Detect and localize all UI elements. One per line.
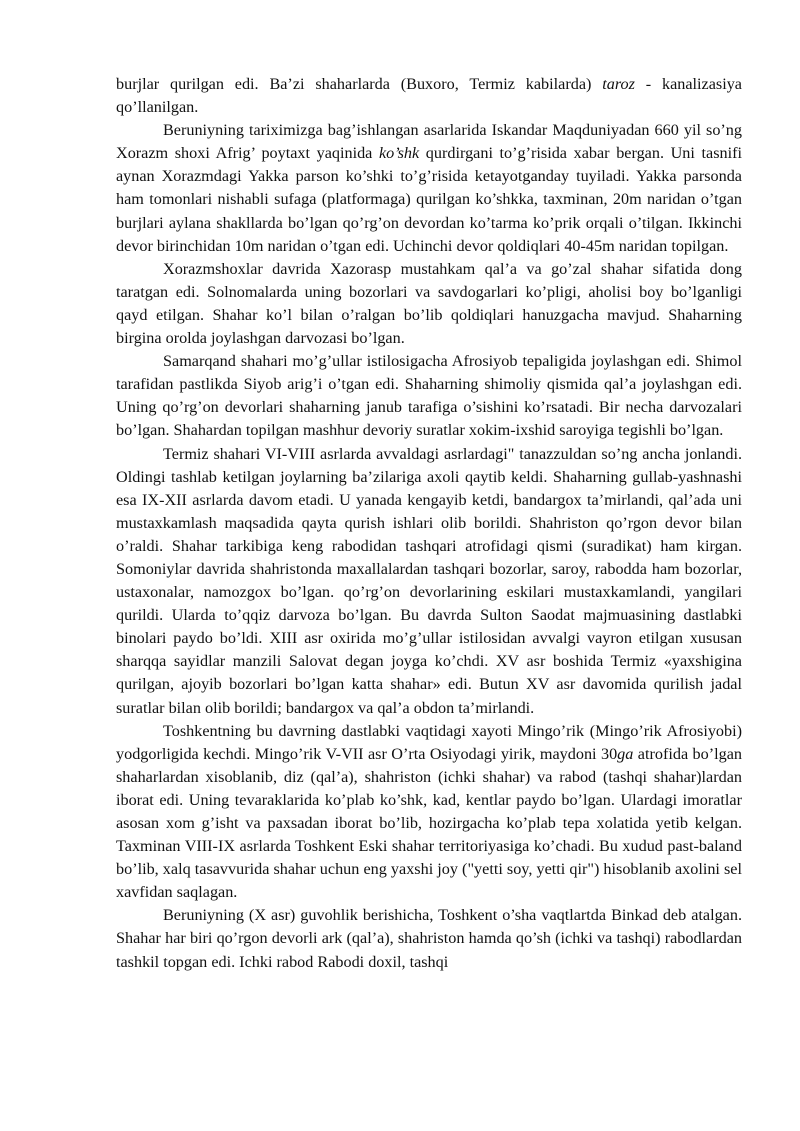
text-run: Toshkentning bu davrning dastlabki vaqtidagi xayoti Mingo’rik (Mingo’rik Afrosiyobi) yodgorligida kechdi. Mingo’rik V-VII asr O’rta Osiyodagi yirik, maydoni 30 — [116, 721, 742, 763]
paragraph-5 — [116, 443, 742, 720]
paragraph-6 — [116, 720, 742, 905]
paragraph-2 — [116, 119, 742, 258]
italic-term: ko’shk — [379, 144, 420, 163]
text-run: burjlar qurilgan edi. Ba’zi shaharlarda (Buxoro, Termiz kabilarda) — [116, 75, 603, 93]
paragraph-7 — [116, 904, 742, 973]
text-run: Xorazmshoxlar davrida Xazorasp mustahkam qal’a va go’zal shahar sifatida dong taratgan edi. Solnomalarda uning bozorlari va savdogarlari ko’pligi, aholisi boy bo’lganligi qayd etilgan. Shahar ko’l bilan o’ralgan bo’lib qoldiqlari hanuzgacha mavjud. Shaharning birgina orolda joylashgan darvozasi bo’lgan. — [116, 259, 742, 348]
italic-term: ga — [617, 744, 634, 763]
text-run: atrofida bo’lgan shaharlardan xisoblanib, diz (qal’a), shahriston (ichki shahar) va rabod (tashqi shahar)lardan iborat edi. Uning tevaraklarida ko’plab ko’shk, kad, kentlar paydo bo’lgan. Ulardagi imoratlar asosan xom g’isht va paxsadan iborat bo’lib, hozirgacha ko’plab tepa xolatida yetib kelgan. Taxminan VIII-IX asrlarda Toshkent Eski shahar territoriyasiga ko’chadi. Bu xudud past-baland bo’lib, xalq tasavvurida shahar uchun eng yaxshi joy ("yetti soy, yetti qir") hisoblanib axolini sel xavfidan saqlagan. — [116, 744, 743, 902]
document-body — [116, 73, 742, 974]
text-run: Termiz shahari VI-VIII asrlarda avvaldagi asrlardagi" tanazzuldan so’ng ancha jonlandi. Oldingi tashlab ketilgan joylarning ba’zilariga axoli qaytib keldi. Shaharning gullab-yashnashi esa IX-XII asrlarda davom etadi. U yanada kengayib ketdi, bandargox ta’mirlandi, qal’ada uni mustaxkamlash maqsadida qayta qurish ishlari olib borildi. Shahriston qo’rgon devor bilan o’raldi. Shahar tarkibiga keng rabodidan tashqari atrofidagi qismi (suradikat) ham kirgan. Somoniylar davrida shahristonda maxallalardan tashqari bozorlar, saroy, rabodda ham bozorlar, ustaxonalar, namozgox bo’lgan. qo’rg’on devorlarining eskilari mustaxkamlandi, yangilari qurildi. Ularda to’qqiz darvoza bo’lgan. Bu davrda Sulton Saodat majmuasining dastlabki binolari paydo bo’ldi. XIII asr oxirida mo’g’ullar istilosidan avvalgi vayron etilgan xususan sharqqa sayidlar manzili Salovat degan joyga ko’chdi. XV asr boshida Termiz «yaxshigina qurilgan, ajoyib bozorlari bo’lgan katta shahar» edi. Butun XV asr davomida qurilish jadal suratlar bilan olib borildi; bandargox va qal’a obdon ta’mirlandi. — [116, 444, 742, 717]
paragraph-3 — [116, 258, 742, 350]
text-run: qurdirgani to’g’risida xabar bergan. Uni tasnifi aynan Xorazmdagi Yakka parson ko’shki to’g’risida ketayotganday tuyiladi. Yakka parsonda ham tomonlari nishabli sufaga (platformaga) qurilgan ko’shkka, taxminan, 20m naridan o’tgan burjlari aylana shakllarda bo’lgan qo’rg’on devordan ko’tarma ko’prik orqali o’tilgan. Ikkinchi devor birinchidan 10m naridan o’tgan edi. Uchinchi devor qoldiqlari 40-45m naridan topilgan. — [116, 144, 742, 255]
text-run: - kanalizasiya qo’llanilgan. — [116, 75, 742, 117]
text-run: Beruniyning (X asr) guvohlik berishicha, Toshkent o’sha vaqtlartda Binkad deb atalgan. Shahar har biri qo’rgon devorli ark (qal’a), shahriston hamda qo’sh (ichki va tashqi) rabodlardan tashkil topgan edi. Ichki rabod Rabodi doxil, tashqi — [116, 906, 742, 971]
text-run: Samarqand shahari mo’g’ullar istilosigacha Afrosiyob tepaligida joylashgan edi. Shimol tarafidan pastlikda Siyob arig’i o’tgan edi. Shaharning shimoliy qismida qal’a joylashgan edi. Uning qo’rg’on devorlari shaharning janub tarafiga o’sishini ko’rsatadi. Bir necha darvozalari bo’lgan. Shahardan topilgan mashhur devoriy suratlar xokim-ixshid saroyiga tegishli bo’lgan. — [116, 352, 742, 440]
paragraph-1 — [116, 73, 742, 119]
italic-term: taroz — [602, 75, 635, 93]
text-run: Beruniyning tariximizga bag’ishlangan asarlarida Iskandar Maqduniyadan 660 yil so’ng Xorazm shoxi Afrig’ poytaxt yaqinida — [116, 121, 742, 163]
paragraph-4 — [116, 350, 742, 442]
